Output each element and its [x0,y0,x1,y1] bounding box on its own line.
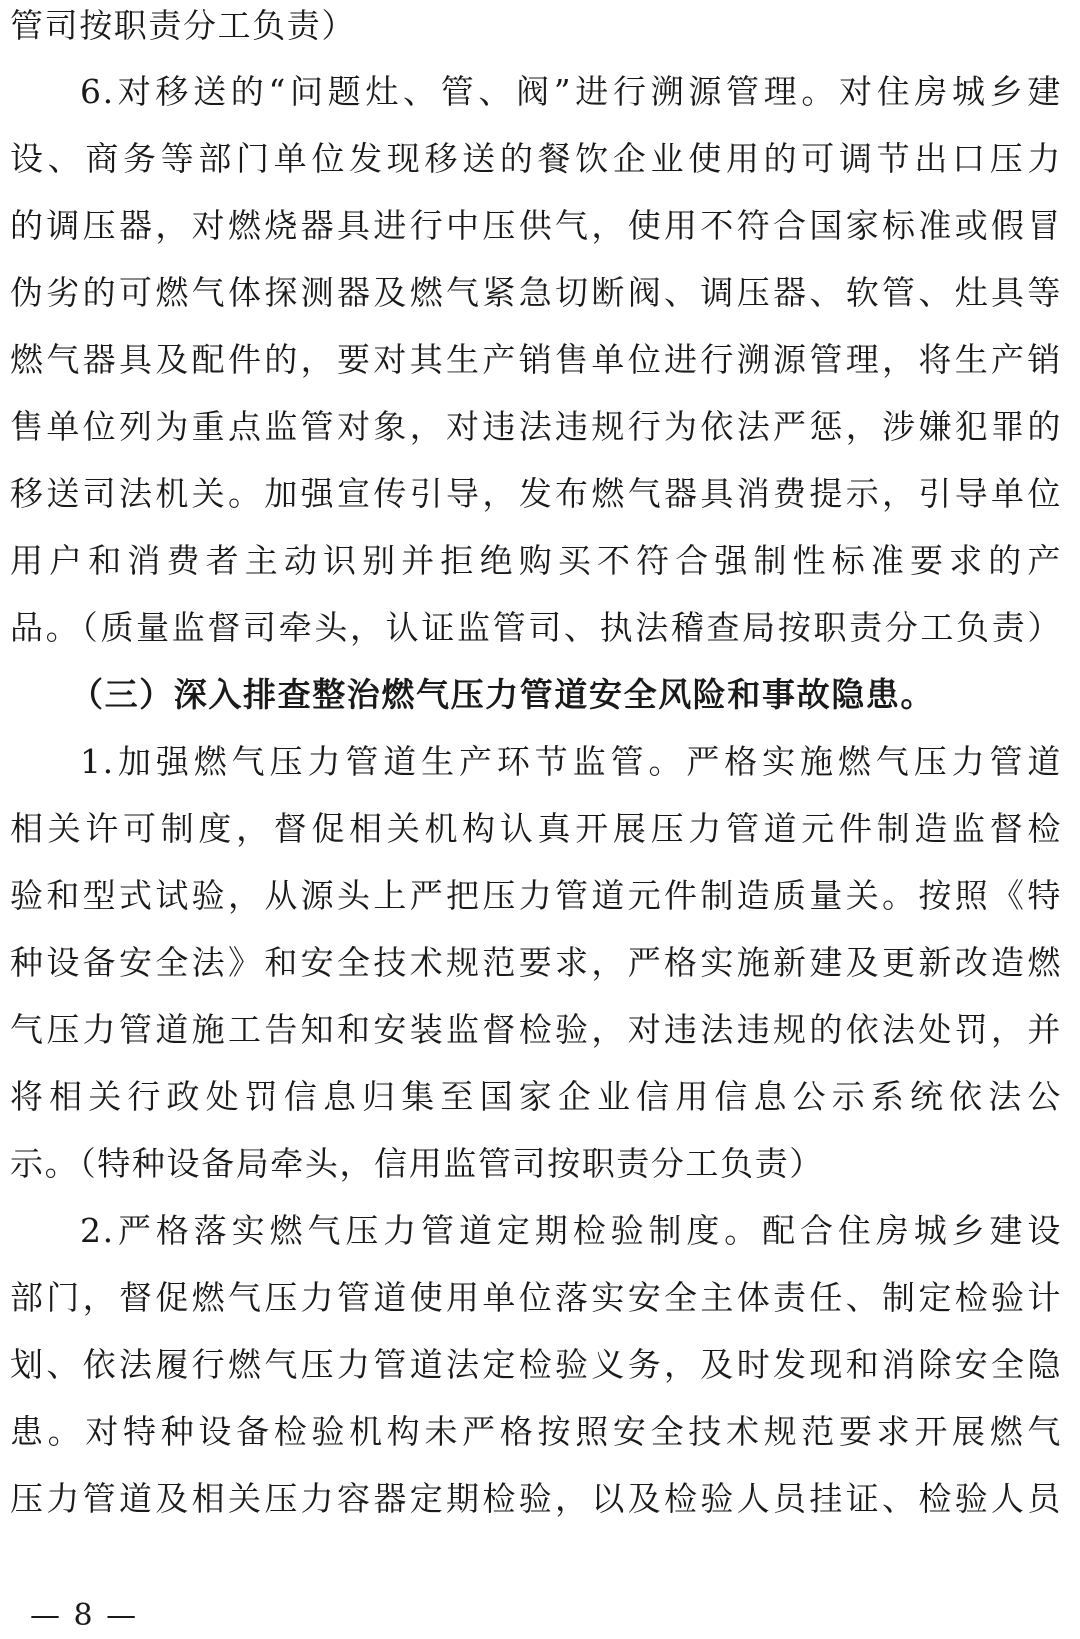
text-line: 相关许可制度，督促相关机构认真开展压力管道元件制造监督检 [10,809,1062,848]
list-item-2: 2.严格落实燃气压力管道定期检验制度。配合住房城乡建设 [80,1211,1062,1250]
text-line: 品。（质量监督司牵头，认证监管司、执法稽查局按职责分工负责） [10,608,1062,647]
text-line: 种设备安全法》和安全技术规范要求，严格实施新建及更新改造燃 [10,943,1062,982]
text-line: 设、商务等部门单位发现移送的餐饮企业使用的可调节出口压力 [10,139,1062,178]
text-line: 用户和消费者主动识别并拒绝购买不符合强制性标准要求的产 [10,541,1062,580]
list-item-6: 6.对移送的“问题灶、管、阀”进行溯源管理。对住房城乡建 [80,72,1062,111]
text-line: 伪劣的可燃气体探测器及燃气紧急切断阀、调压器、软管、灶具等 [10,273,1062,312]
document-page [10,0,1062,1639]
text-line: 划、依法履行燃气压力管道法定检验义务，及时发现和消除安全隐 [10,1345,1062,1384]
text-line: 气压力管道施工告知和安装监督检验，对违法违规的依法处罚，并 [10,1010,1062,1049]
text-line: 患。对特种设备检验机构未严格按照安全技术规范要求开展燃气 [10,1412,1062,1451]
text-line: 验和型式试验，从源头上严把压力管道元件制造质量关。按照《特 [10,876,1062,915]
section-heading: （三）深入排查整治燃气压力管道安全风险和事故隐患。 [70,675,935,714]
text-line: 移送司法机关。加强宣传引导，发布燃气器具消费提示，引导单位 [10,474,1062,513]
text-line: 燃气器具及配件的，要对其生产销售单位进行溯源管理，将生产销 [10,340,1062,379]
text-line: 示。（特种设备局牵头，信用监管司按职责分工负责） [10,1144,824,1183]
page-number: — 8 — [30,1598,139,1633]
text-line: 管司按职责分工负责） [10,6,356,45]
text-line: 的调压器，对燃烧器具进行中压供气，使用不符合国家标准或假冒 [10,206,1062,245]
text-line: 部门，督促燃气压力管道使用单位落实安全主体责任、制定检验计 [10,1278,1062,1317]
text-line: 售单位列为重点监管对象，对违法违规行为依法严惩，涉嫌犯罪的 [10,407,1062,446]
list-item-1: 1.加强燃气压力管道生产环节监管。严格实施燃气压力管道 [80,742,1062,781]
text-line: 压力管道及相关压力容器定期检验，以及检验人员挂证、检验人员 [10,1479,1062,1518]
text-line: 将相关行政处罚信息归集至国家企业信用信息公示系统依法公 [10,1077,1062,1116]
